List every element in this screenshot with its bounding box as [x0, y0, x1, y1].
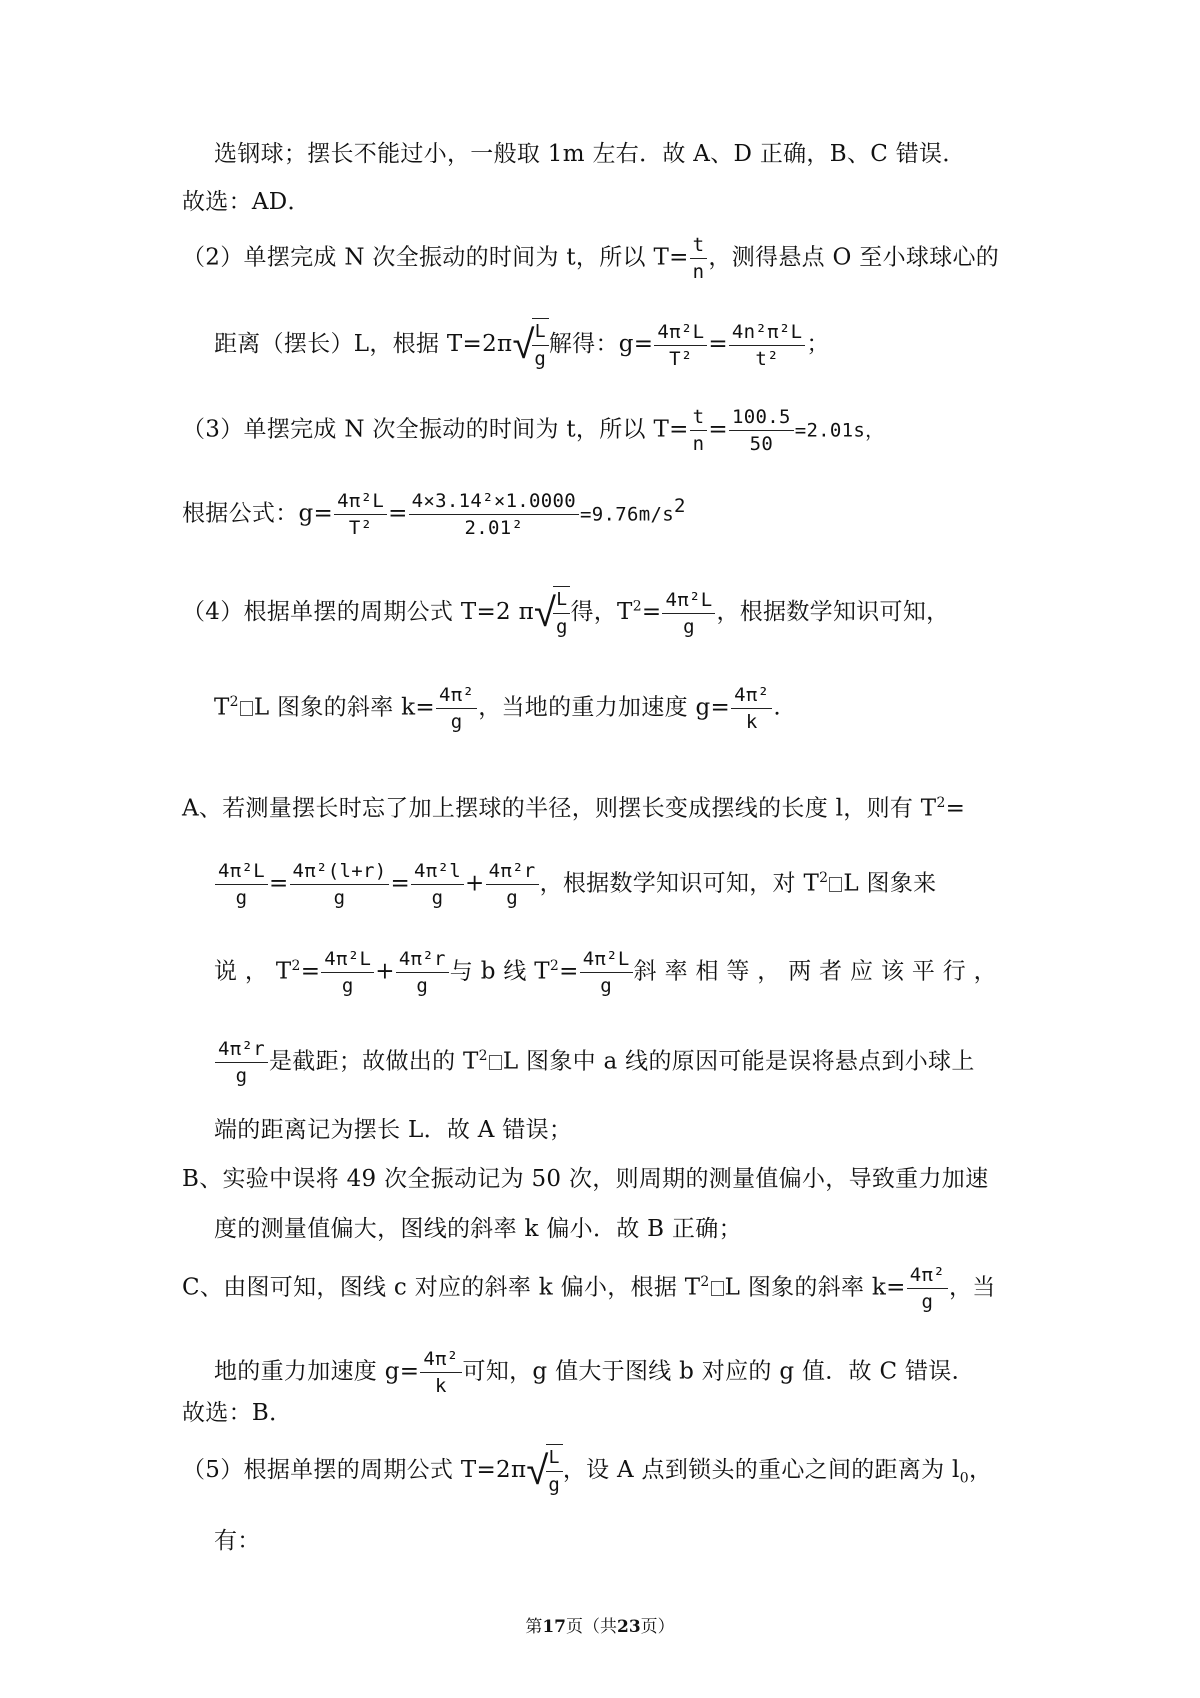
footer-text: 页（共	[566, 1617, 617, 1637]
numerator: 4π²r	[396, 946, 449, 973]
superscript: 2	[549, 957, 560, 974]
superscript: 2	[229, 693, 239, 710]
text: L 图象中 a 线的原因可能是误将悬点到小球上	[502, 1048, 975, 1075]
text: 说 ， T	[214, 958, 292, 985]
numerator: 4π²	[436, 682, 477, 709]
fraction	[907, 1262, 948, 1315]
fraction	[486, 858, 539, 911]
text: ；	[806, 331, 830, 357]
numerator: 4π²	[907, 1262, 948, 1289]
numerator: 4π²	[731, 682, 772, 709]
text: .	[773, 694, 781, 721]
text: 得，T	[570, 599, 633, 625]
superscript: 2	[673, 494, 686, 517]
text: =9.76m/s	[580, 503, 674, 526]
text-line	[214, 318, 830, 372]
text: C、由图可知，图线 c 对应的斜率 k 偏小，根据 T	[182, 1274, 701, 1301]
text: L 图象的斜率 k=	[253, 694, 435, 721]
fraction	[662, 587, 715, 640]
numerator: 4×3.14²×1.0000	[409, 488, 579, 515]
missing-glyph-box	[240, 701, 253, 716]
text: 解得：g=	[548, 331, 654, 357]
fraction	[290, 858, 390, 911]
text: 与 b 线 T	[449, 958, 550, 985]
numerator: 4π²(l+r)	[290, 858, 390, 885]
superscript: 2	[700, 1273, 710, 1290]
text: =	[559, 958, 579, 985]
numerator: 4π²	[420, 1346, 461, 1373]
numerator: 4π²L	[580, 946, 633, 973]
text: =	[300, 958, 321, 985]
numerator: L	[532, 319, 549, 346]
text-line	[182, 186, 311, 218]
sqrt: √ $\frac{L}{g}$	[534, 586, 570, 640]
fraction	[409, 488, 579, 541]
fraction	[396, 946, 449, 999]
superscript: 2	[819, 869, 829, 886]
denominator: g	[921, 1291, 934, 1313]
denominator: g	[235, 1065, 248, 1087]
denominator: 50	[749, 433, 774, 455]
text: （3）单摆完成 N 次全振动的时间为 t，所以 T=	[182, 416, 689, 443]
denominator: k	[745, 711, 758, 733]
text: =	[708, 331, 728, 357]
text-line	[214, 1346, 975, 1399]
text: L 图象来	[843, 870, 937, 897]
text-line	[214, 1213, 742, 1245]
numerator: 100.5	[729, 404, 794, 431]
text-line	[214, 1114, 572, 1146]
text-line	[182, 586, 949, 640]
superscript: 2	[632, 598, 642, 615]
denominator: g	[683, 615, 695, 638]
superscript: 2	[936, 795, 946, 811]
subscript: 0	[959, 1470, 969, 1487]
text: =	[388, 500, 408, 527]
numerator: 4π²r	[486, 858, 539, 885]
fraction	[334, 488, 387, 541]
fraction	[420, 1346, 461, 1399]
page-footer	[0, 1612, 1200, 1637]
fraction	[215, 1036, 268, 1089]
text: 斜 率 相 等 ， 两 者 应 该 平 行 ，	[633, 958, 997, 985]
text: ，当地的重力加速度 g=	[478, 694, 731, 721]
numerator: t	[690, 232, 708, 259]
text: 度的测量值偏大，图线的斜率 k 偏小．故 B 正确；	[214, 1216, 742, 1242]
text: L 图象的斜率 k=	[724, 1274, 906, 1301]
sqrt: √ $\frac{L}{g}$	[526, 1444, 562, 1498]
text: =	[708, 416, 728, 443]
sqrt: √ $\frac{L}{g}$	[512, 318, 548, 372]
denominator: g	[416, 975, 429, 997]
total-pages: 23	[617, 1617, 641, 1637]
text-line	[182, 488, 686, 541]
text: （2）单摆完成 N 次全振动的时间为 t，所以 T=	[182, 244, 689, 271]
denominator: T²	[669, 347, 693, 370]
footer-text: 第	[525, 1617, 543, 1637]
text: 故选：AD．	[182, 189, 311, 215]
fraction	[690, 232, 708, 285]
text-line	[214, 1525, 261, 1557]
text: 地的重力加速度 g=	[214, 1358, 420, 1385]
text: 端的距离记为摆长 L．故 A 错误；	[214, 1117, 573, 1143]
numerator: 4π²L	[321, 946, 374, 973]
denominator: g	[431, 887, 444, 909]
numerator: 4π²L	[654, 319, 707, 346]
fraction	[729, 319, 805, 372]
denominator: n	[692, 433, 705, 455]
text: +	[375, 958, 395, 985]
text-line	[182, 1397, 292, 1429]
denominator: 2.01²	[464, 517, 524, 539]
denominator: n	[692, 261, 705, 283]
text: =	[390, 870, 411, 897]
text-line	[182, 232, 999, 285]
numerator: L	[546, 1445, 563, 1472]
page-number: 17	[542, 1617, 566, 1637]
text-line	[214, 682, 781, 735]
text: 故选：B．	[182, 1400, 293, 1426]
text-line	[182, 1444, 992, 1498]
text-line	[182, 1262, 996, 1315]
text-line	[214, 946, 997, 999]
text: =	[268, 870, 289, 897]
text: ，根据数学知识可知，对 T	[539, 870, 820, 897]
text: （4）根据单摆的周期公式 T=2 π	[182, 599, 535, 625]
numerator: 4π²L	[215, 858, 268, 885]
numerator: t	[690, 404, 708, 431]
text-line	[182, 1163, 988, 1195]
text: 可知，g 值大于图线 b 对应的 g 值．故 C 错误．	[462, 1358, 975, 1385]
fraction	[215, 858, 268, 911]
fraction	[580, 946, 633, 999]
missing-glyph-box	[711, 1281, 724, 1296]
text: ，	[968, 1457, 993, 1483]
denominator: g	[450, 711, 463, 733]
text: ，测得悬点 O 至小球球心的	[708, 244, 1000, 271]
fraction	[690, 404, 708, 457]
text: +	[465, 870, 485, 897]
text: ，当	[948, 1274, 996, 1301]
text: 距离（摆长）L，根据 T=2π	[214, 331, 513, 357]
text: ，设 A 点到锁头的重心之间的距离为 l	[562, 1457, 960, 1483]
denominator: g	[235, 887, 248, 909]
fraction	[731, 682, 772, 735]
denominator: g	[341, 975, 354, 997]
text: B、实验中误将 49 次全振动记为 50 次，则周期的测量值偏小，导致重力加速	[182, 1166, 989, 1192]
missing-glyph-box	[829, 877, 842, 892]
numerator: 4π²l	[411, 858, 464, 885]
numerator: L	[553, 587, 570, 614]
denominator: k	[435, 1375, 447, 1397]
text: =2.01s，	[794, 419, 885, 442]
denominator: T²	[348, 517, 373, 539]
text-line	[182, 787, 965, 825]
text: T	[214, 694, 230, 721]
text: 有：	[214, 1528, 261, 1554]
fraction	[321, 946, 374, 999]
denominator: g	[600, 975, 613, 997]
text: =	[945, 795, 966, 822]
denominator: g	[333, 887, 346, 909]
denominator: g	[548, 1474, 561, 1496]
superscript: 2	[291, 957, 301, 974]
fraction	[654, 319, 707, 372]
denominator: g	[534, 348, 547, 370]
text: 根据公式：g=	[182, 500, 334, 527]
fraction	[411, 858, 464, 911]
text-line	[214, 1036, 975, 1089]
numerator: 4π²L	[662, 587, 715, 614]
fraction	[436, 682, 477, 735]
text: （5）根据单摆的周期公式 T=2π	[182, 1457, 527, 1483]
text: ，根据数学知识可知，	[716, 599, 950, 625]
denominator: g	[506, 887, 518, 909]
missing-glyph-box	[489, 1055, 502, 1070]
text-line	[214, 138, 966, 170]
text: 选钢球；摆长不能过小，一般取 1m 左右．故 A、D 正确，B、C 错误．	[214, 141, 966, 167]
numerator: 4π²r	[215, 1036, 268, 1063]
denominator: g	[555, 616, 568, 638]
text: =	[641, 599, 662, 625]
text: 是截距；故做出的 T	[268, 1048, 479, 1075]
footer-text: 页）	[640, 1617, 675, 1637]
text-line	[214, 858, 936, 911]
text: A、若测量摆长时忘了加上摆球的半径，则摆长变成摆线的长度 l，则有 T	[182, 795, 937, 822]
superscript: 2	[478, 1047, 488, 1064]
numerator: 4π²L	[334, 488, 387, 515]
fraction	[729, 404, 794, 457]
denominator: t²	[755, 347, 779, 370]
text-line	[182, 404, 884, 457]
numerator: 4n²π²L	[729, 319, 805, 346]
